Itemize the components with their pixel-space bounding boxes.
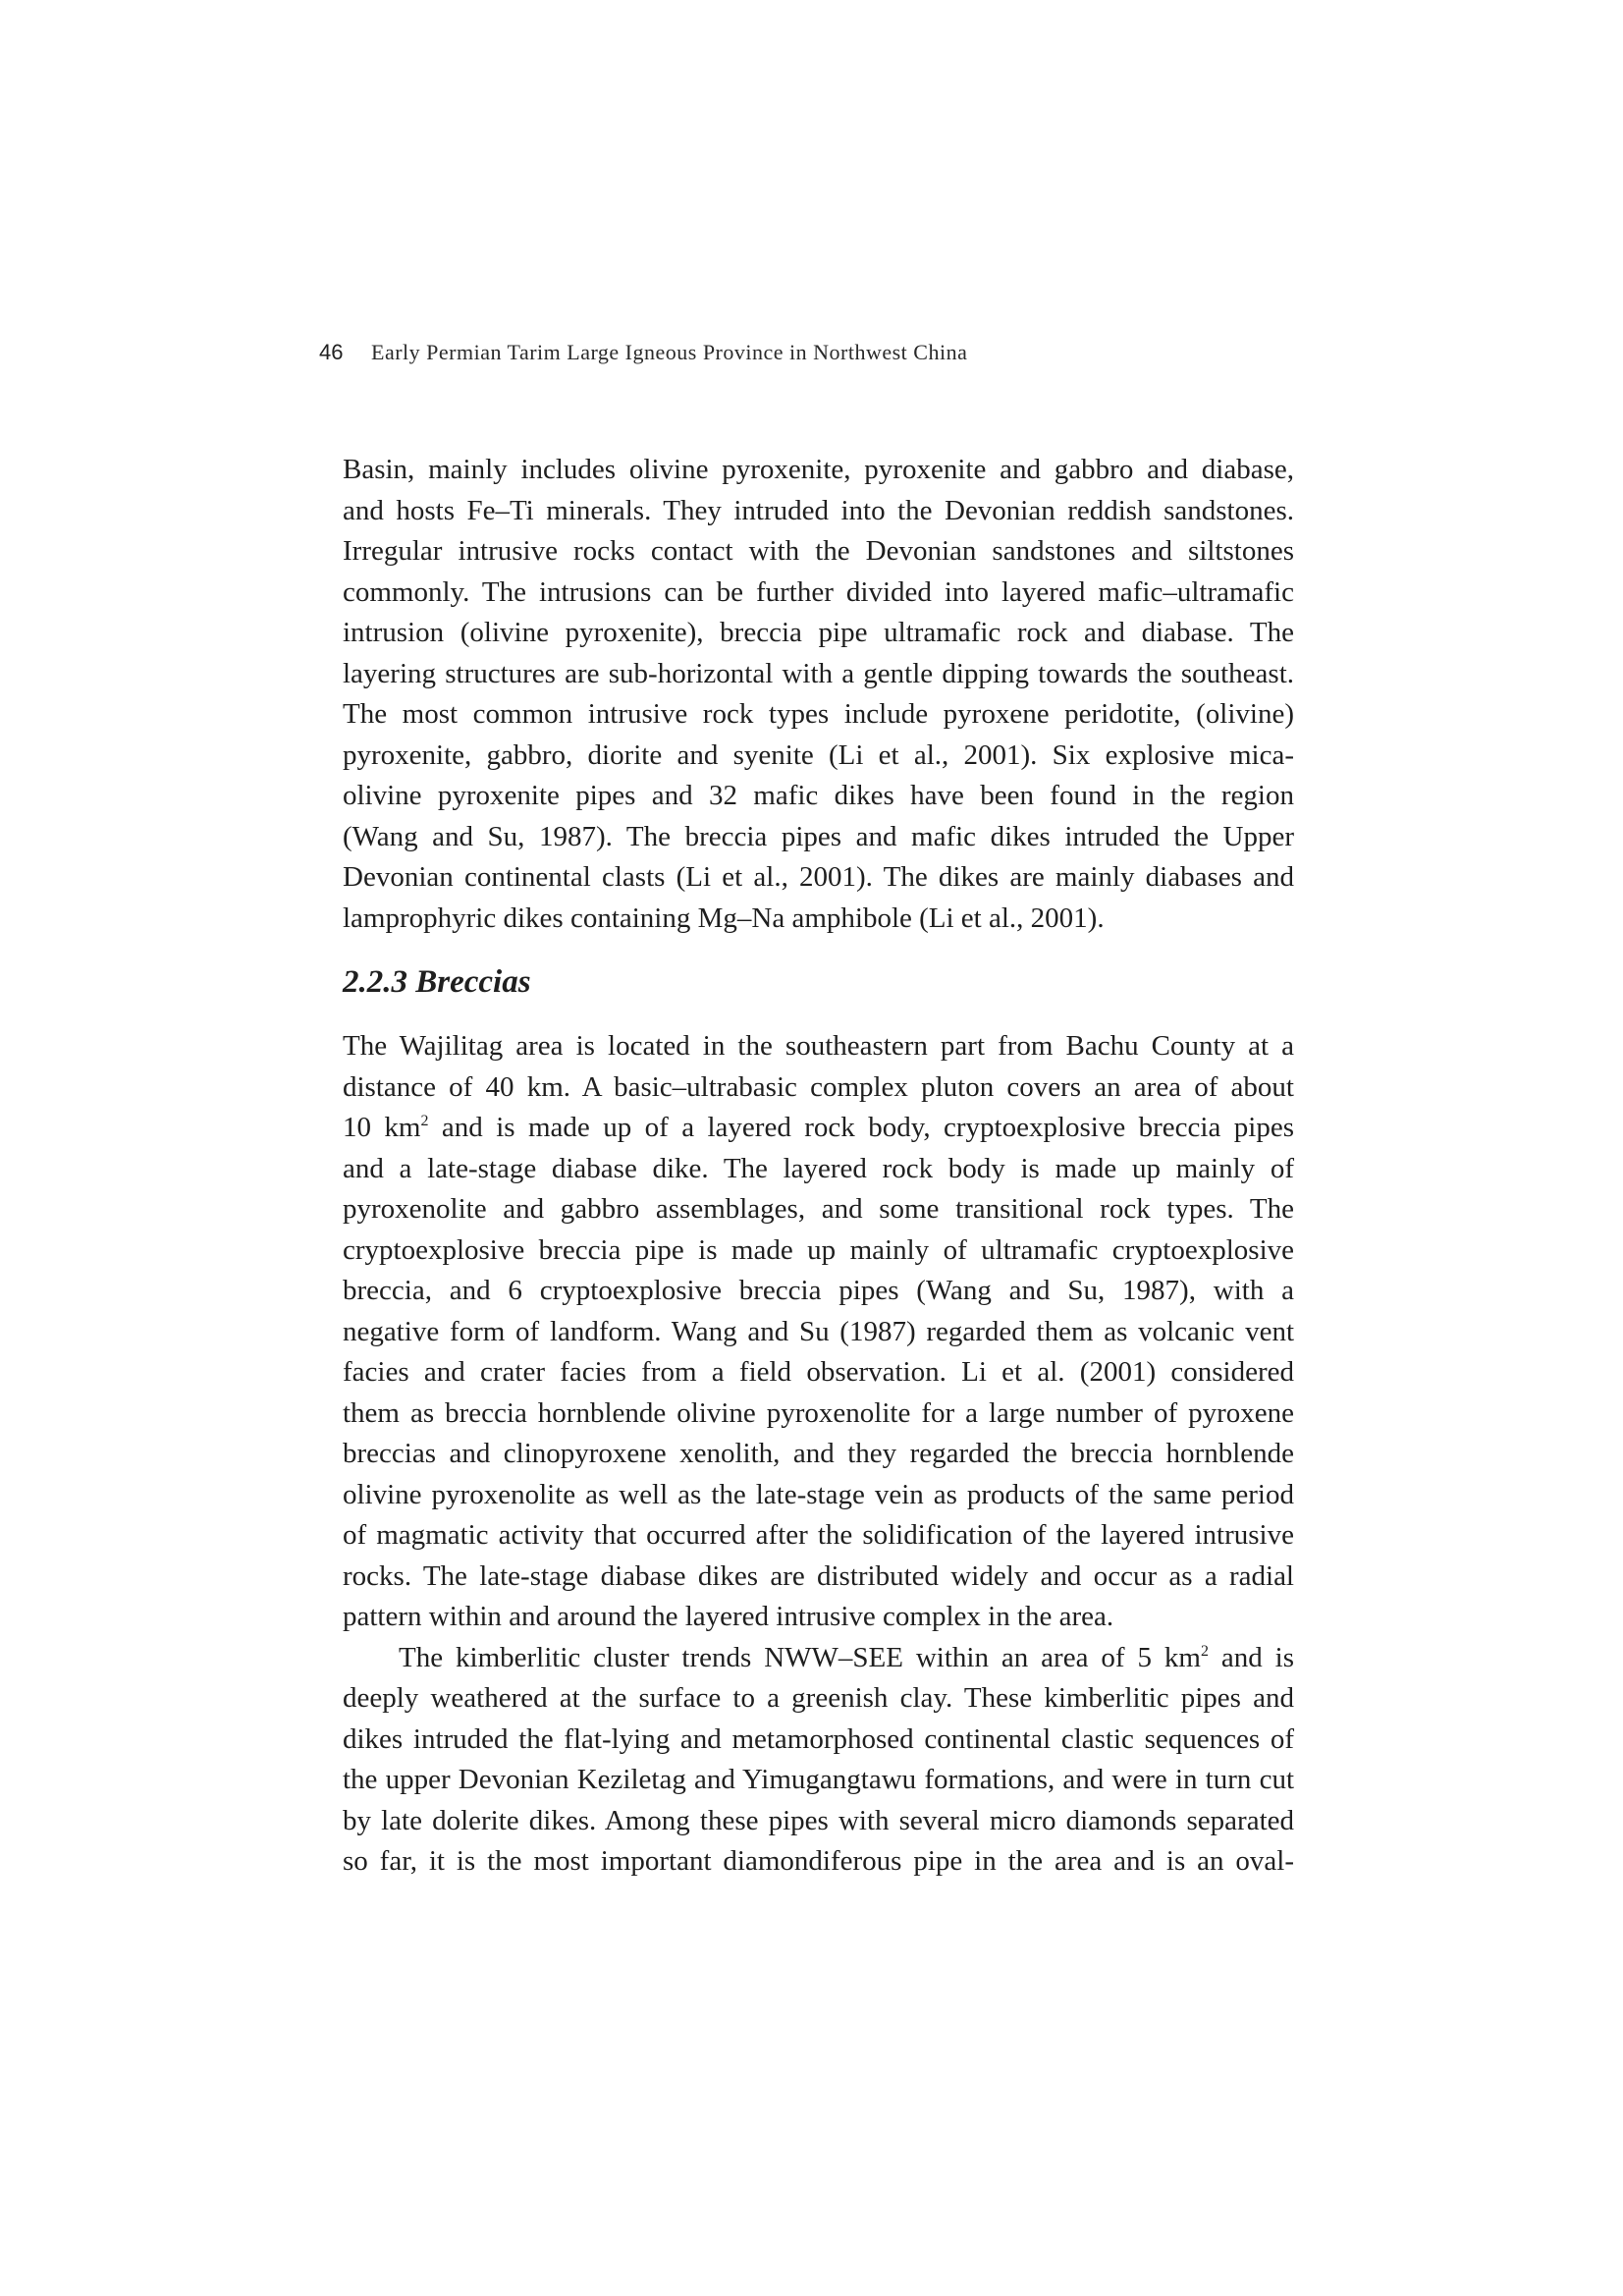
text-line: pyroxenolite and gabbro assemblages, and some transitional rock types. The [343,1193,1294,1225]
text-line: them as breccia hornblende olivine pyroxenolite for a large number of pyroxene [343,1396,1294,1429]
text-line: facies and crater facies from a field observation. Li et al. (2001) considered [343,1356,1294,1388]
running-header [319,340,967,369]
text-fragment: The kimberlitic cluster trends NWW–SEE within an area of 5 km [399,1641,1201,1673]
text-line-with-superscript [343,1638,1294,1679]
text-line: breccias and clinopyroxene xenolith, and they regarded the breccia hornblende [343,1438,1294,1469]
page-number: 46 [319,340,344,364]
paragraph-wajilitag-breccias [343,1026,1294,1883]
text-fragment: and is made up of a layered rock body, cryptoexplosive breccia pipes [428,1112,1294,1143]
text-line: and a late-stage diabase dike. The layered rock body is made up mainly of [343,1152,1294,1184]
text-line: olivine pyroxenite pipes and 32 mafic dikes have been found in the region [343,780,1294,811]
text-line: breccia, and 6 cryptoexplosive breccia pipes (Wang and Su, 1987), with a [343,1275,1294,1306]
text-line: lamprophyric dikes containing Mg–Na amphibole (Li et al., 2001). [343,902,1105,934]
text-line: olivine pyroxenolite as well as the late-stage vein as products of the same period [343,1478,1294,1510]
text-line: The most common intrusive rock types include pyroxene peridotite, (olivine) [343,698,1294,730]
text-line: the upper Devonian Keziletag and Yimugangtawu formations, and were in turn cut [343,1764,1294,1795]
text-line: cryptoexplosive breccia pipe is made up mainly of ultramafic cryptoexplosive [343,1233,1294,1266]
text-line: negative form of landform. Wang and Su (1987) regarded them as volcanic vent [343,1315,1294,1347]
text-line: pattern within and around the layered intrusive complex in the area. [343,1601,1114,1632]
text-line: (Wang and Su, 1987). The breccia pipes and mafic dikes intruded the Upper [343,820,1294,852]
text-line: Devonian continental clasts (Li et al., 2001). The dikes are mainly diabases and [343,861,1294,893]
text-line: rocks. The late-stage diabase dikes are distributed widely and occur as a radial [343,1559,1294,1592]
text-line: deeply weathered at the surface to a greenish clay. These kimberlitic pipes and [343,1682,1294,1714]
text-line: commonly. The intrusions can be further divided into layered mafic–ultramafic [343,575,1294,608]
text-line: of magmatic activity that occurred after the solidification of the layered intrusive [343,1519,1294,1551]
superscript: 2 [1200,1642,1209,1660]
running-title: Early Permian Tarim Large Igneous Province in Northwest China [371,340,968,364]
text-fragment: and is [1208,1641,1294,1673]
text-line: and hosts Fe–Ti minerals. They intruded into the Devonian reddish sandstones. [343,494,1294,526]
text-line: Basin, mainly includes olivine pyroxenite, pyroxenite and gabbro and diabase, [343,454,1294,485]
text-line: distance of 40 km. A basic–ultrabasic complex pluton covers an area of about [343,1070,1294,1103]
superscript: 2 [420,1113,429,1129]
section-heading-breccias: 2.2.3 Breccias [343,964,531,1000]
paragraph-basin-intrusions [343,450,1294,939]
text-line-with-superscript [343,1108,1294,1149]
text-line: pyroxenite, gabbro, diorite and syenite (Li et al., 2001). Six explosive mica- [343,738,1294,771]
text-line: intrusion (olivine pyroxenite), breccia pipe ultramafic rock and diabase. The [343,617,1294,648]
text-line: so far, it is the most important diamondiferous pipe in the area and is an oval- [343,1845,1294,1877]
text-line: by late dolerite dikes. Among these pipes with several micro diamonds separated [343,1804,1294,1836]
text-line: layering structures are sub-horizontal with a gentle dipping towards the southeast. [343,657,1294,689]
text-line: The Wajilitag area is located in the southeastern part from Bachu County at a [343,1030,1294,1062]
text-fragment: 10 km [343,1112,421,1143]
text-line: dikes intruded the flat-lying and metamorphosed continental clastic sequences of [343,1722,1294,1755]
text-line: Irregular intrusive rocks contact with the Devonian sandstones and siltstones [343,535,1294,567]
